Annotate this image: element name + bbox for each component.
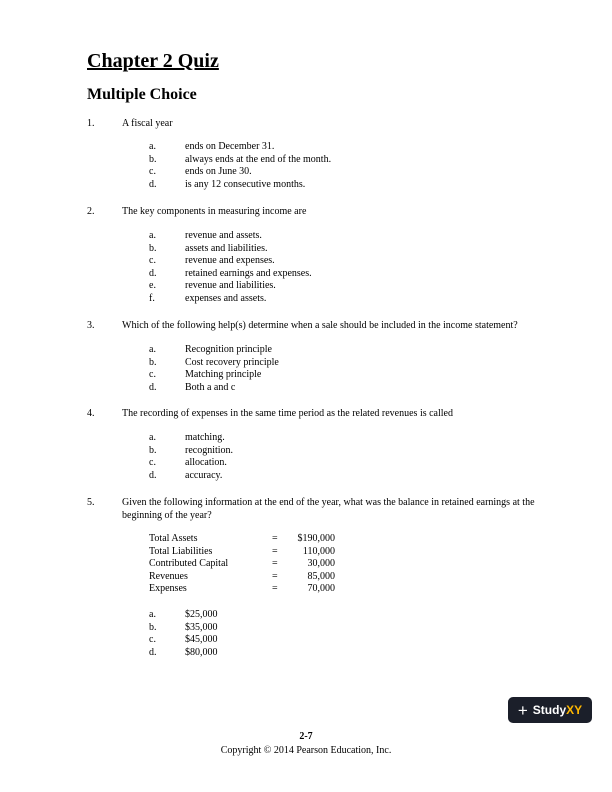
option-letter: c. [149,255,156,267]
option-text: Recognition principle [185,344,272,355]
option-letter: e. [149,280,156,292]
option-text: $35,000 [185,621,218,633]
option-letter: a. [149,432,156,443]
given-equals: = [272,570,278,582]
question-number: 5. [87,497,95,508]
option-letter: a. [149,230,156,241]
option-text: ends on June 30. [185,166,252,178]
option-text: ends on December 31. [185,141,275,152]
given-label: Total Liabilities [149,545,213,557]
option-text: Cost recovery principle [185,356,279,368]
given-label: Total Assets [149,533,198,544]
option-letter: b. [149,242,157,254]
given-value: 30,000 [307,558,335,570]
studyxy-badge[interactable] [508,697,592,723]
page-number: 2-7 [299,731,313,742]
question-text: The key components in measuring income are [122,206,307,217]
option-text: expenses and assets. [185,293,267,304]
option-text: always ends at the end of the month. [185,153,332,165]
option-letter: f. [149,293,155,304]
option-text: assets and liabilities. [185,242,268,254]
given-equals: = [272,533,278,544]
option-text: Matching principle [185,369,262,381]
badge-brand-accent: XY [566,703,583,717]
given-equals: = [272,545,278,557]
option-letter: d. [149,381,157,393]
given-value: 85,000 [307,570,335,582]
option-letter: d. [149,178,157,190]
option-letter: d. [149,469,157,481]
question-number: 1. [87,118,95,129]
section-heading: Multiple Choice [87,86,197,103]
question-text: Given the following information at the end of the year, what was the balance in retained earnings at the beginning of the year? [122,497,535,521]
badge-brand: Study [532,703,567,717]
option-letter: c. [149,166,156,178]
option-letter: b. [149,356,157,368]
option-text: $45,000 [185,634,218,646]
option-text: revenue and liabilities. [185,280,276,292]
given-value: 70,000 [307,583,335,595]
option-letter: c. [149,369,156,381]
option-letter: a. [149,344,156,355]
option-text: $25,000 [185,609,218,620]
option-text: $80,000 [185,646,218,658]
option-text: recognition. [185,444,234,456]
option-text: revenue and expenses. [185,255,275,267]
option-letter: a. [149,141,156,152]
option-letter: d. [149,646,157,658]
question-text: A fiscal year [122,118,173,129]
question-number: 3. [87,320,95,331]
copyright-notice: Copyright © 2014 Pearson Education, Inc. [220,745,392,756]
option-text: is any 12 consecutive months. [185,178,306,190]
option-letter: c. [149,634,156,646]
question-number: 2. [87,206,95,217]
option-letter: a. [149,609,156,620]
question-text: Which of the following help(s) determine when a sale should be included in the income statement? [122,320,518,331]
option-text: allocation. [185,457,227,469]
option-letter: c. [149,457,156,469]
option-text: accuracy. [185,469,223,481]
given-equals: = [272,583,278,595]
option-letter: b. [149,621,157,633]
option-letter: d. [149,267,157,279]
plus-icon: + [517,700,528,720]
option-text: Both a and c [185,381,236,393]
option-text: retained earnings and expenses. [185,267,312,279]
page-title: Chapter 2 Quiz [87,50,219,72]
given-value: $190,000 [297,533,335,544]
option-text: matching. [185,432,225,443]
given-label: Revenues [149,570,188,582]
given-value: 110,000 [302,545,335,557]
question-text: The recording of expenses in the same time period as the related revenues is called [122,408,453,419]
option-letter: b. [149,153,157,165]
given-equals: = [272,558,278,570]
given-label: Contributed Capital [149,558,229,570]
option-text: revenue and assets. [185,230,262,241]
question-number: 4. [87,408,95,419]
option-letter: b. [149,444,157,456]
given-label: Expenses [149,583,187,595]
